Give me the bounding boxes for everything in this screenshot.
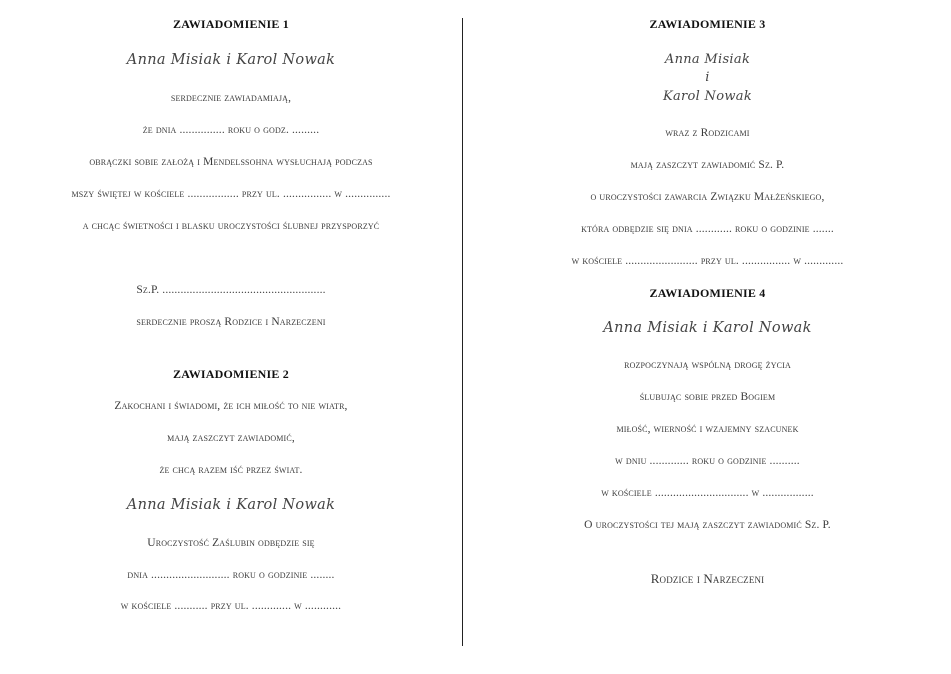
notice1-names: Anna Misiak i Karol Nowak <box>126 52 336 68</box>
notice1-heading: ZAWIADOMIENIE 1 <box>172 17 289 31</box>
notice4-signature: Rodzice i Narzeczeni <box>650 571 765 586</box>
notice2-line-4: Uroczystość Zaślubin odbędzie się <box>147 537 315 549</box>
notice2-heading: ZAWIADOMIENIE 2 <box>172 367 289 381</box>
notice2-line-5: dnia .......................... roku o godzinie ........ <box>127 569 335 581</box>
notice1-line-2: że dnia ............... roku o godz. ......... <box>142 124 320 136</box>
notice4-line-1: rozpoczynają wspólną drogę życia <box>624 359 791 371</box>
notice2-line-2: mają zaszczyt zawiadomić, <box>167 432 295 444</box>
notice3-line-4: która odbędzie się dnia ............ roku o godzinie ....... <box>581 223 834 235</box>
notice4-heading: ZAWIADOMIENIE 4 <box>649 286 766 300</box>
notice1-line-5: a chcąc świetności i blasku uroczystości ślubnej przysporzyć <box>82 220 380 232</box>
notice1-line-3: obrączki sobie założą i Mendelssohna wysłuchają podczas <box>89 156 373 168</box>
notice4-line-2: ślubując sobie przed Bogiem <box>639 391 776 403</box>
notice1-signature: serdecznie proszą Rodzice i Narzeczeni <box>136 316 326 328</box>
notice4-line-3: miłość, wierność i wzajemny szacunek <box>616 423 799 435</box>
notice4-line-4: w dniu ............. roku o godzinie .......... <box>615 455 800 467</box>
notice1-line-4: mszy świętej w kościele ................. przy ul. ................ w ............... <box>71 188 391 200</box>
left-page <box>0 0 462 674</box>
notice2-line-3: że chcą razem iść przez świat. <box>159 464 303 476</box>
notice3-name-1: Anna Misiak <box>664 52 751 67</box>
notice3-line-3: o uroczystości zawarcia Związku Małżeńskiego, <box>590 191 825 203</box>
notice3-conjunction: i <box>705 70 710 85</box>
notice4-line-6: O uroczystości tej mają zaszczyt zawiadomić Sz. P. <box>584 519 831 531</box>
right-page <box>464 0 951 674</box>
notice3-line-5: w kościele ........................ przy ul. ................ w ............. <box>571 255 844 267</box>
page-divider <box>462 18 463 646</box>
notice2-names: Anna Misiak i Karol Nowak <box>126 497 336 513</box>
notice3-line-2: mają zaszczyt zawiadomić Sz. P. <box>630 159 785 171</box>
notice3-line-1: wraz z Rodzicami <box>665 127 750 139</box>
notice4-line-5: w kościele ............................... w ................. <box>601 487 814 499</box>
notice1-line-1: serdecznie zawiadamiają, <box>170 92 292 104</box>
notice3-heading: ZAWIADOMIENIE 3 <box>649 17 766 31</box>
notice3-name-2: Karol Nowak <box>662 89 753 104</box>
notice1-recipient-line: Sz.P. ...................................................... <box>136 284 326 296</box>
notice2-line-1: Zakochani i świadomi, że ich miłość to nie wiatr, <box>114 400 348 412</box>
notice2-line-6: w kościele ........... przy ul. ............. w ............ <box>120 600 342 612</box>
notice4-names: Anna Misiak i Karol Nowak <box>603 320 812 336</box>
